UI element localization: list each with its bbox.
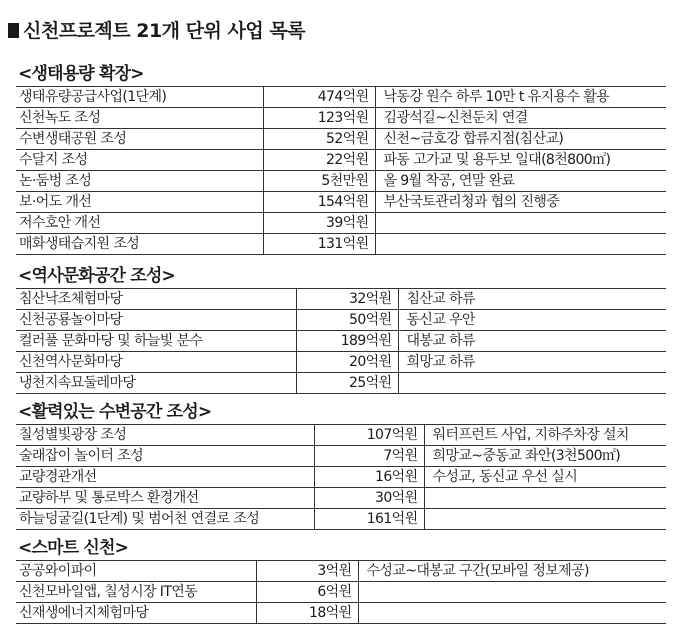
project-amount: 22억원 — [263, 150, 375, 171]
table-row — [16, 310, 666, 331]
project-note: 침산교 하류 — [398, 289, 666, 310]
project-amount: 32억원 — [296, 289, 398, 310]
table-row — [16, 234, 666, 255]
project-amount: 123억원 — [263, 108, 375, 129]
project-amount: 474억원 — [263, 87, 375, 108]
project-name: 생태유량공급사업(1단계) — [16, 87, 263, 108]
project-name: 수변생태공원 조성 — [16, 129, 263, 150]
table-row — [16, 582, 666, 603]
project-amount: 25억원 — [296, 373, 398, 394]
project-amount: 161억원 — [314, 509, 424, 530]
table-row — [16, 425, 666, 446]
table-row — [16, 446, 666, 467]
table-row — [16, 108, 666, 129]
project-note: 김광석길~신천둔치 연결 — [375, 108, 666, 129]
section-smart — [16, 536, 666, 624]
project-amount: 18억원 — [256, 603, 358, 624]
project-note — [424, 509, 666, 530]
table-row — [16, 129, 666, 150]
project-note: 파동 고가교 및 용두보 일대(8천800㎡) — [375, 150, 666, 171]
table-row — [16, 509, 666, 530]
section-title: <활력있는 수변공간 조성> — [18, 402, 212, 422]
project-amount: 52억원 — [263, 129, 375, 150]
section-history-culture — [16, 264, 666, 394]
project-note: 동신교 우안 — [398, 310, 666, 331]
project-name: 매화생태습지원 조성 — [16, 234, 263, 255]
project-note — [358, 603, 666, 624]
page-title: 신천프로젝트 21개 단위 사업 목록 — [8, 16, 305, 46]
project-amount: 6억원 — [256, 582, 358, 603]
project-note — [424, 488, 666, 509]
project-note: 대봉교 하류 — [398, 331, 666, 352]
project-note: 올 9월 착공, 연말 완료 — [375, 171, 666, 192]
table-row — [16, 331, 666, 352]
project-name: 신천모바일앱, 칠성시장 IT연동 — [16, 582, 256, 603]
project-amount: 107억원 — [314, 425, 424, 446]
project-name: 침산낙조체험마당 — [16, 289, 296, 310]
project-amount: 5천만원 — [263, 171, 375, 192]
section-title: <역사문화공간 조성> — [18, 266, 175, 286]
project-note: 수성교, 동신교 우선 실시 — [424, 467, 666, 488]
project-name: 보·어도 개선 — [16, 192, 263, 213]
project-amount: 16억원 — [314, 467, 424, 488]
table-row — [16, 488, 666, 509]
project-name: 신재생에너지체험마당 — [16, 603, 256, 624]
project-name: 하늘덩굴길(1단계) 및 범어천 연결로 조성 — [16, 509, 314, 530]
project-amount: 3억원 — [256, 561, 358, 582]
project-amount: 154억원 — [263, 192, 375, 213]
table-row — [16, 171, 666, 192]
project-note: 신천~금호강 합류지점(침산교) — [375, 129, 666, 150]
project-table — [16, 560, 666, 624]
table-row — [16, 213, 666, 234]
project-note: 워터프런트 사업, 지하주차장 설치 — [424, 425, 666, 446]
project-table — [16, 86, 666, 255]
project-note: 희망교 하류 — [398, 352, 666, 373]
project-note — [375, 213, 666, 234]
project-note: 수성교~대봉교 구간(모바일 정보제공) — [358, 561, 666, 582]
project-amount: 50억원 — [296, 310, 398, 331]
project-name: 수달지 조성 — [16, 150, 263, 171]
project-name: 컬러풀 문화마당 및 하늘빛 분수 — [16, 331, 296, 352]
project-note — [398, 373, 666, 394]
project-name: 저수호안 개선 — [16, 213, 263, 234]
section-eco — [16, 62, 666, 255]
table-row — [16, 561, 666, 582]
table-row — [16, 373, 666, 394]
project-name: 신천역사문화마당 — [16, 352, 296, 373]
project-name: 공공와이파이 — [16, 561, 256, 582]
project-note — [358, 582, 666, 603]
project-name: 논·둠벙 조성 — [16, 171, 263, 192]
project-name: 칠성별빛광장 조성 — [16, 425, 314, 446]
project-note — [375, 234, 666, 255]
table-row — [16, 150, 666, 171]
section-title: <스마트 신천> — [18, 538, 129, 558]
section-title: <생태용량 확장> — [18, 64, 144, 84]
table-row — [16, 87, 666, 108]
square-bullet-icon — [8, 23, 19, 38]
project-name: 술래잡이 놀이터 조성 — [16, 446, 314, 467]
project-name: 교량경관개선 — [16, 467, 314, 488]
project-note: 낙동강 원수 하루 10만 t 유지용수 활용 — [375, 87, 666, 108]
project-note: 희망교~중동교 좌안(3천500㎡) — [424, 446, 666, 467]
project-amount: 20억원 — [296, 352, 398, 373]
project-name: 신천공룡놀이마당 — [16, 310, 296, 331]
project-amount: 131억원 — [263, 234, 375, 255]
project-table — [16, 424, 666, 530]
table-row — [16, 603, 666, 624]
table-row — [16, 192, 666, 213]
project-amount: 7억원 — [314, 446, 424, 467]
section-waterfront — [16, 400, 666, 530]
table-row — [16, 467, 666, 488]
project-amount: 30억원 — [314, 488, 424, 509]
project-table — [16, 288, 666, 394]
table-row — [16, 352, 666, 373]
project-note: 부산국토관리청과 협의 진행중 — [375, 192, 666, 213]
project-amount: 189억원 — [296, 331, 398, 352]
project-name: 냉천지속묘둘레마당 — [16, 373, 296, 394]
project-amount: 39억원 — [263, 213, 375, 234]
project-name: 신천녹도 조성 — [16, 108, 263, 129]
project-name: 교량하부 및 통로박스 환경개선 — [16, 488, 314, 509]
table-row — [16, 289, 666, 310]
